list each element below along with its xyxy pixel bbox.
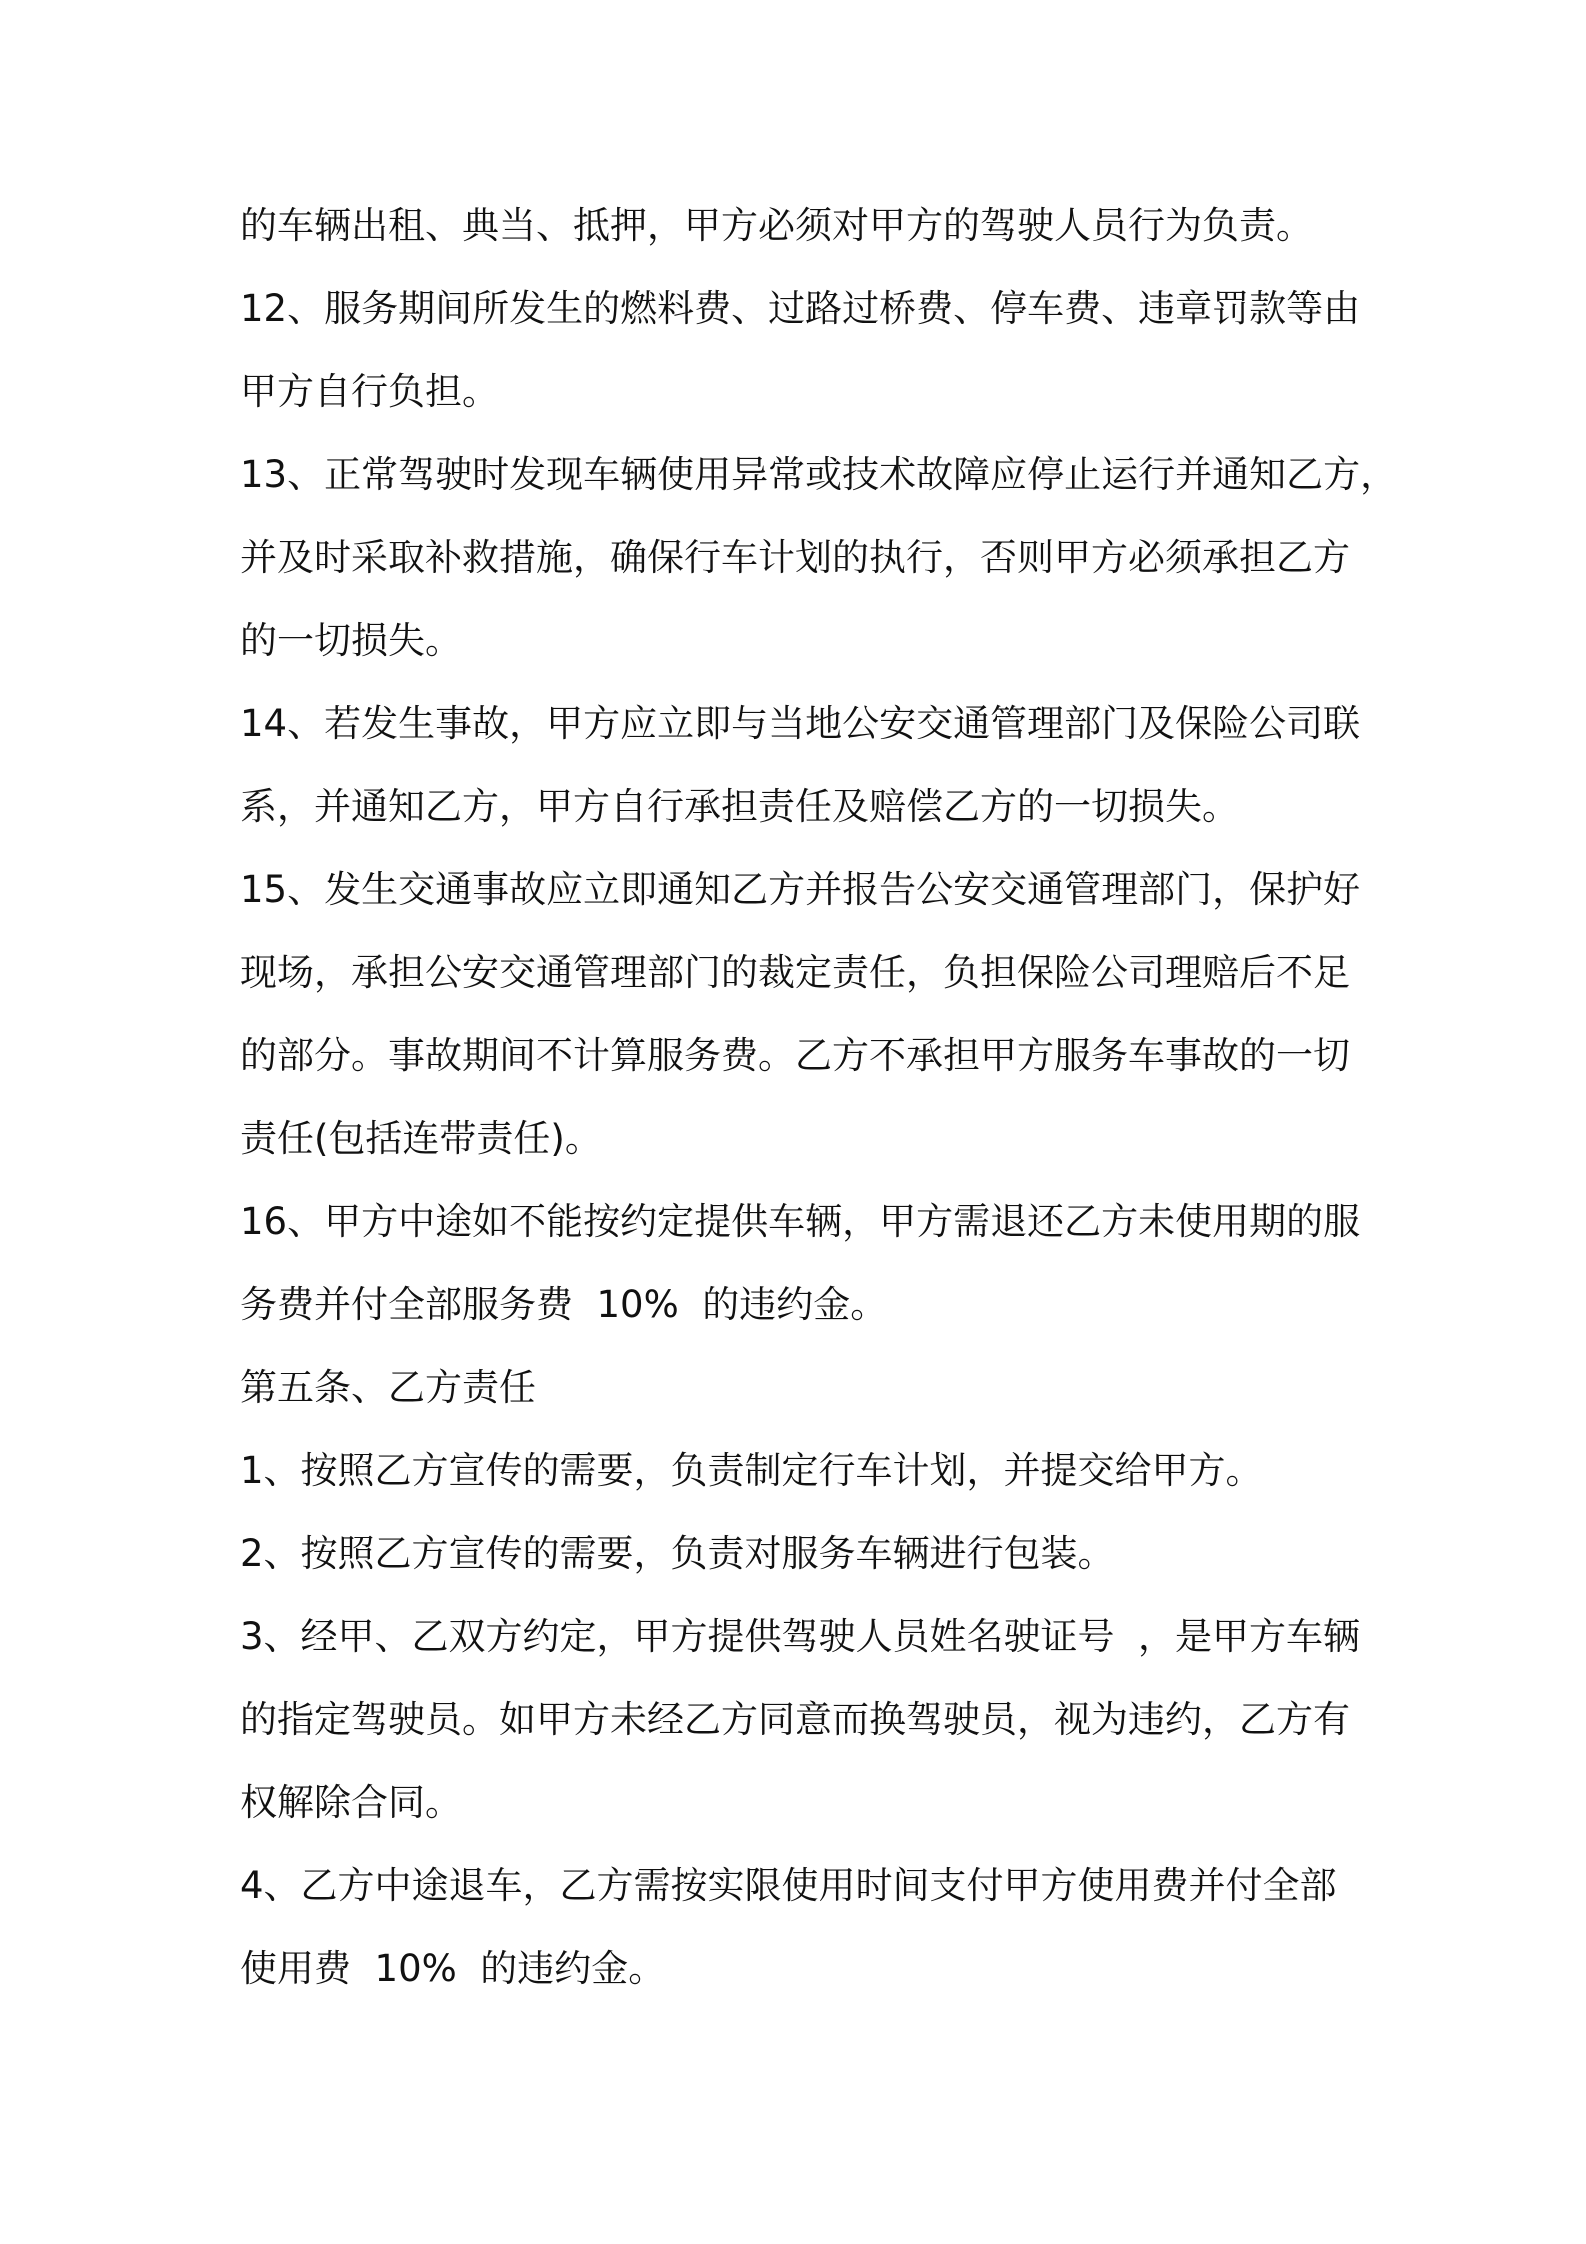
text-line: 16、甲方中途如不能按约定提供车辆，甲方需退还乙方未使用期的服: [240, 1200, 1361, 1243]
text-line: 甲方自行负担。: [240, 370, 499, 413]
text-line: 4、乙方中途退车，乙方需按实限使用时间支付甲方使用费并付全部: [240, 1864, 1337, 1907]
text-line: 的部分。事故期间不计算服务费。乙方不承担甲方服务车事故的一切: [240, 1034, 1350, 1077]
text-line: 现场，承担公安交通管理部门的裁定责任，负担保险公司理赔后不足: [240, 951, 1350, 994]
text-line: 系，并通知乙方，甲方自行承担责任及赔偿乙方的一切损失。: [240, 785, 1239, 828]
text-line: 并及时采取补救措施，确保行车计划的执行，否则甲方必须承担乙方: [240, 536, 1350, 579]
text-line: 12、服务期间所发生的燃料费、过路过桥费、停车费、违章罚款等由: [240, 287, 1361, 330]
document-body: [240, 196, 1398, 2022]
text-line: 2、按照乙方宣传的需要，负责对服务车辆进行包装。: [240, 1532, 1115, 1575]
text-line: 15、发生交通事故应立即通知乙方并报告公安交通管理部门，保护好: [240, 868, 1361, 911]
text-line: 权解除合同。: [240, 1781, 462, 1824]
text-line: 14、若发生事故，甲方应立即与当地公安交通管理部门及保险公司联: [240, 702, 1361, 745]
text-line: 使用费 10% 的违约金。: [240, 1947, 666, 1990]
section-heading: 第五条、乙方责任: [240, 1366, 536, 1409]
text-line: 的一切损失。: [240, 619, 462, 662]
text-line: 的车辆出租、典当、抵押，甲方必须对甲方的驾驶人员行为负责。: [240, 204, 1313, 247]
text-line: 的指定驾驶员。如甲方未经乙方同意而换驾驶员，视为违约，乙方有: [240, 1698, 1350, 1741]
text-line: 务费并付全部服务费 10% 的违约金。: [240, 1283, 888, 1326]
text-line: 13、正常驾驶时发现车辆使用异常或技术故障应停止运行并通知乙方，: [240, 453, 1398, 496]
text-line: 3、经甲、乙双方约定，甲方提供驾驶人员姓名驶证号 ，是甲方车辆: [240, 1615, 1361, 1658]
text-line: 1、按照乙方宣传的需要，负责制定行车计划，并提交给甲方。: [240, 1449, 1263, 1492]
text-line: 责任(包括连带责任)。: [240, 1117, 602, 1160]
